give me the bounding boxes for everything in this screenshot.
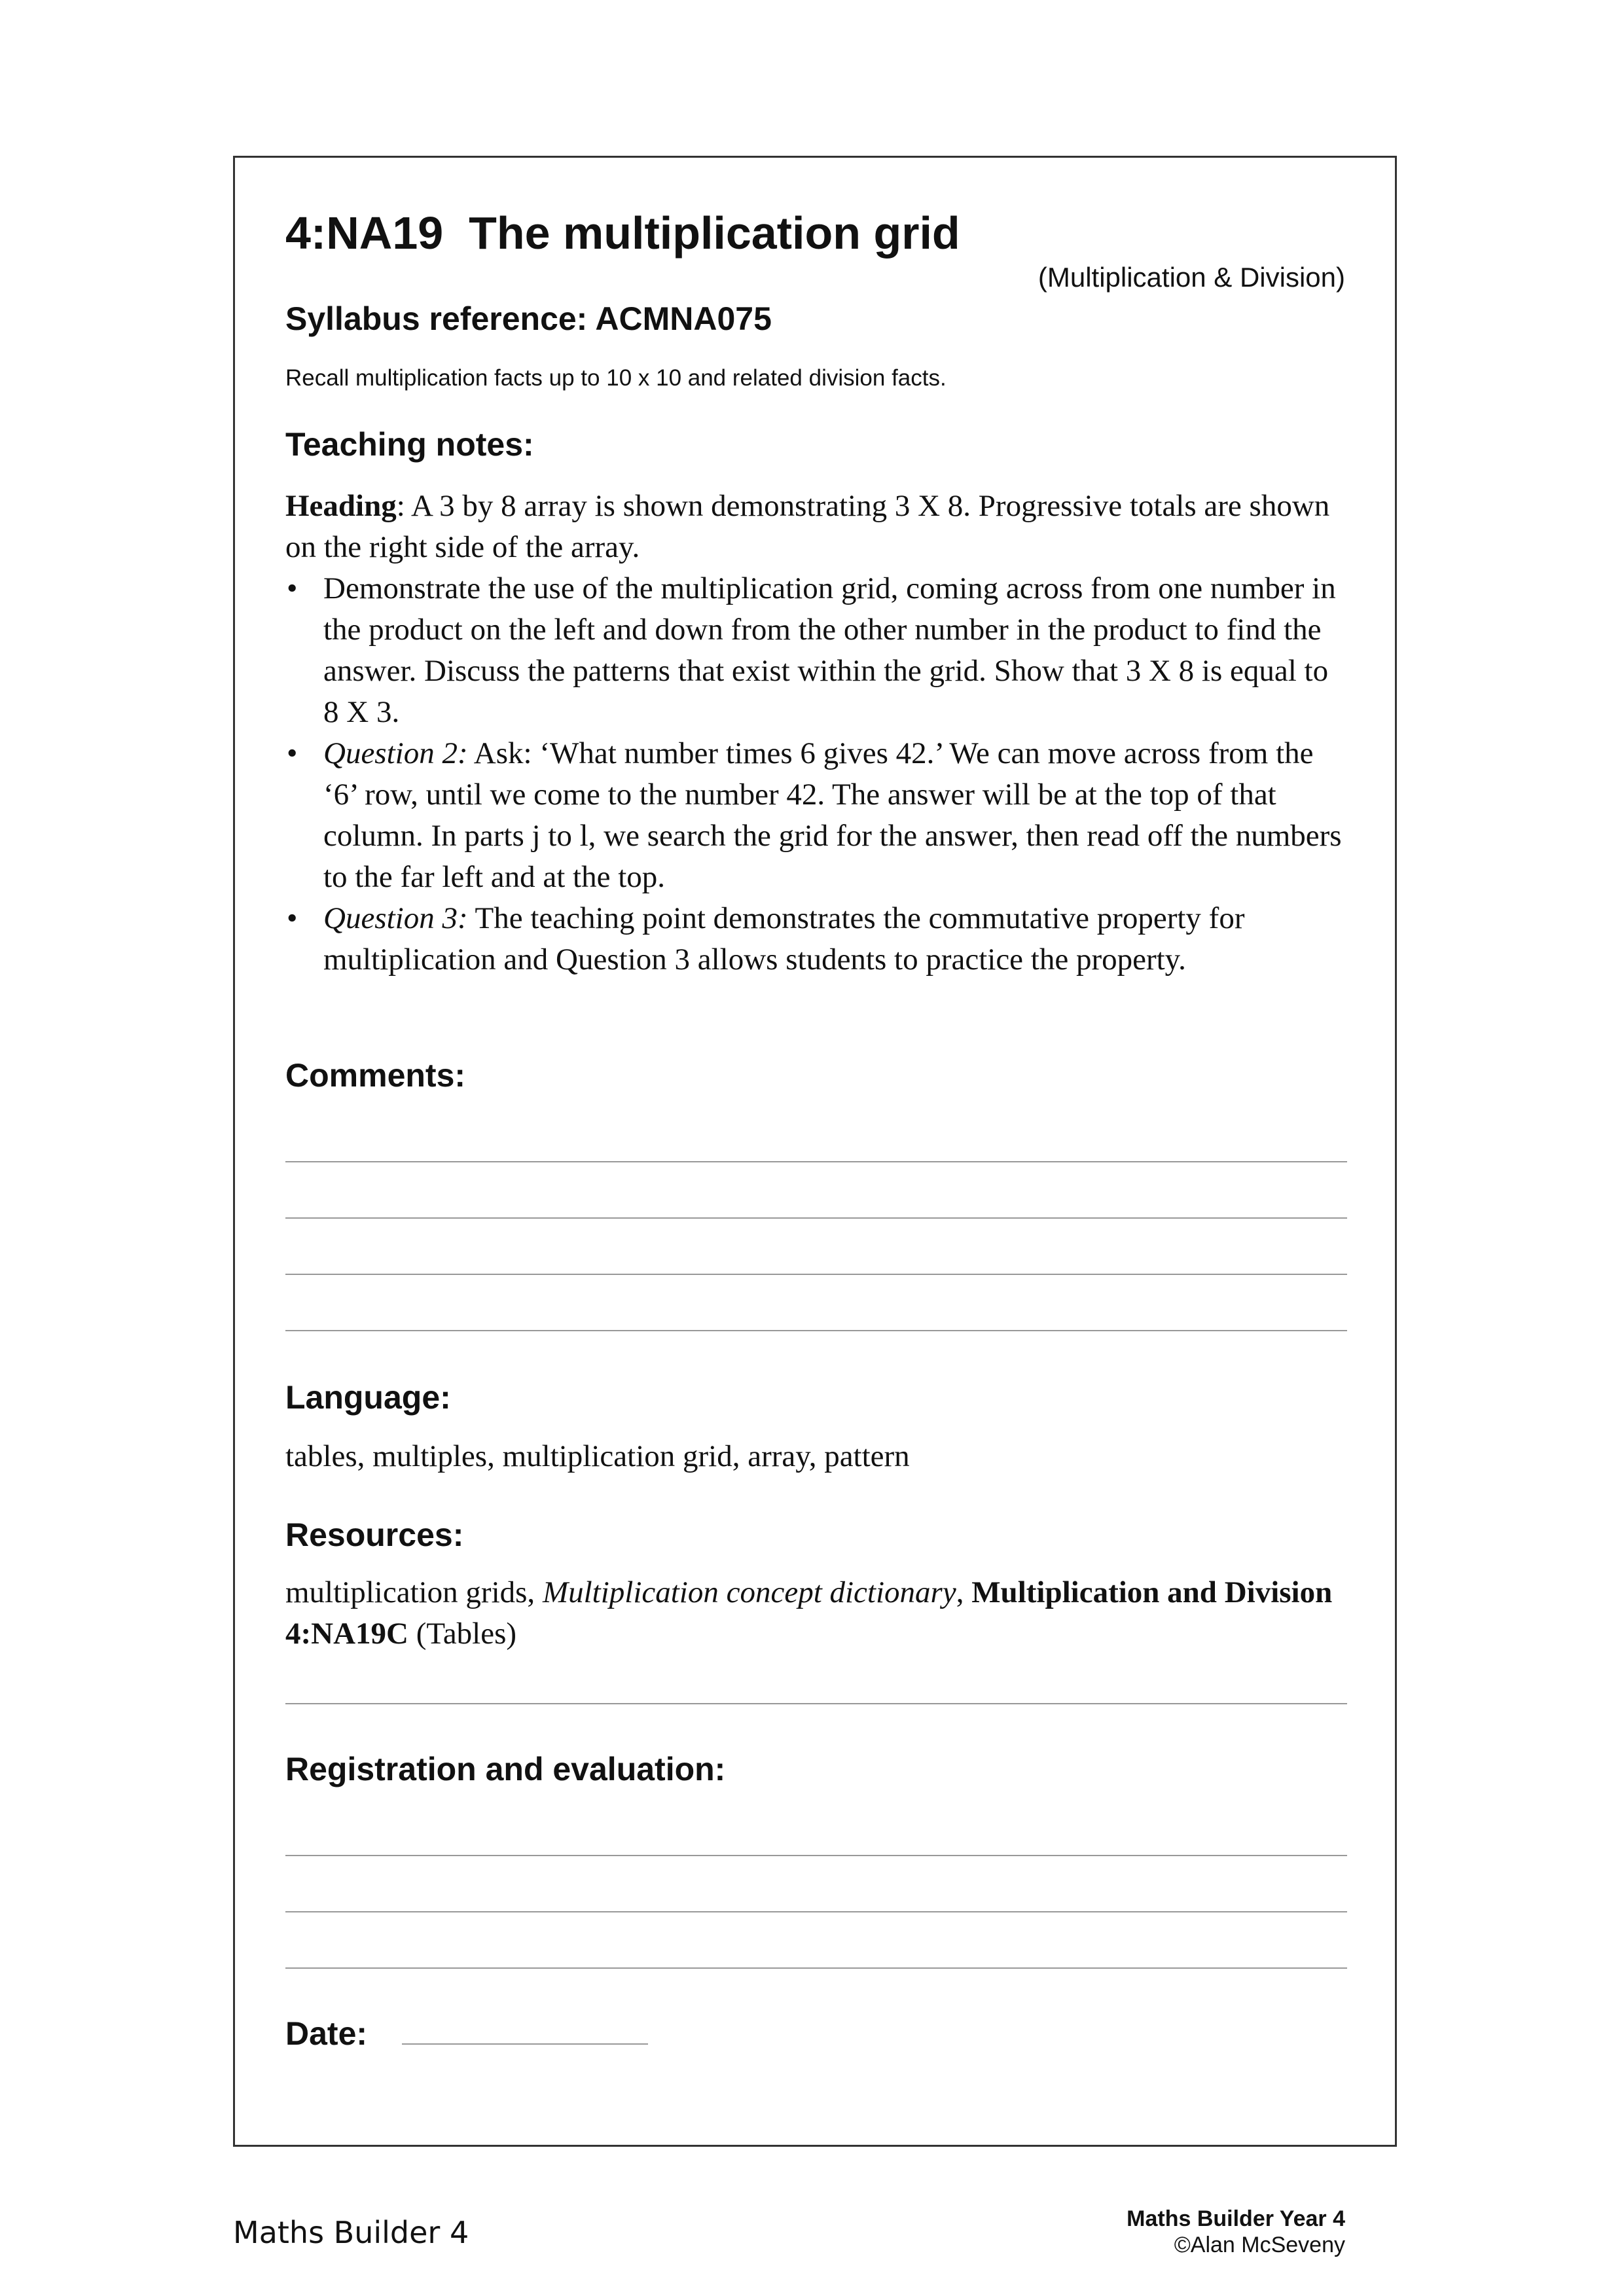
bullet-label: Question 3:	[323, 901, 468, 935]
footer-title: Maths Builder Year 4	[1127, 2206, 1345, 2231]
registration-heading: Registration and evaluation:	[285, 1751, 726, 1787]
bullet-text: The teaching point demonstrates the commutative property for multiplication and Question 3 allows students to practice the property.	[323, 901, 1245, 977]
list-item	[285, 898, 1346, 980]
registration-line	[285, 1855, 1347, 1856]
resources-text-part: multiplication grids,	[285, 1575, 543, 1609]
syllabus-reference: Syllabus reference: ACMNA075	[285, 300, 772, 337]
comment-line	[285, 1217, 1347, 1219]
bullet-icon: •	[287, 736, 298, 770]
resources-text-part: ,	[956, 1575, 972, 1609]
resources-line	[285, 1703, 1347, 1704]
footer-book-name: Maths Builder 4	[233, 2215, 469, 2250]
comment-line	[285, 1330, 1347, 1331]
comments-heading: Comments:	[285, 1057, 466, 1094]
teaching-notes-body	[285, 486, 1346, 980]
date-label: Date:	[285, 2015, 368, 2052]
intro-paragraph	[285, 486, 1346, 568]
teaching-notes-heading: Teaching notes:	[285, 426, 534, 463]
comment-line	[285, 1274, 1347, 1275]
bullet-text: Demonstrate the use of the multiplication grid, coming across from one number in the product on the left and down from the other number in the product to find the answer. Discuss the patterns that exist within the grid. Show that 3 X 8 is equal to 8 X 3.	[323, 571, 1336, 729]
language-heading: Language:	[285, 1379, 451, 1416]
intro-text: : A 3 by 8 array is shown demonstrating 3 X 8. Progressive totals are shown on the right side of the array.	[285, 489, 1330, 564]
footer-credit	[1127, 2206, 1345, 2258]
bullet-text: Ask: ‘What number times 6 gives 42.’ We can move across from the ‘6’ row, until we come to the number 42. The answer will be at the top of that column. In parts j to l, we search the grid for the answer, then read off the numbers to the far left and at the top.	[323, 736, 1342, 894]
comment-line	[285, 1161, 1347, 1162]
resources-text-part: (Tables)	[408, 1617, 517, 1651]
objective-description: Recall multiplication facts up to 10 x 10 and related division facts.	[285, 365, 947, 391]
resources-heading: Resources:	[285, 1516, 464, 1553]
notes-list	[285, 568, 1346, 980]
registration-line	[285, 1911, 1347, 1912]
bullet-label: Question 2:	[323, 736, 468, 770]
intro-label: Heading	[285, 489, 397, 523]
language-text: tables, multiples, multiplication grid, array, pattern	[285, 1439, 910, 1473]
date-line	[402, 2043, 648, 2045]
resources-dictionary: Multiplication concept dictionary	[542, 1575, 956, 1609]
footer-copyright: ©Alan McSeveny	[1174, 2233, 1345, 2257]
bullet-icon: •	[287, 571, 298, 605]
resources-text	[285, 1572, 1346, 1655]
bullet-icon: •	[287, 901, 298, 935]
list-item	[285, 568, 1346, 733]
resources-worksheet: Multiplication and Division 4:NA19C	[285, 1575, 1333, 1651]
list-item	[285, 733, 1346, 898]
subject-label: (Multiplication & Division)	[1038, 262, 1345, 293]
registration-line	[285, 1967, 1347, 1969]
page-title: 4:NA19 The multiplication grid	[285, 207, 960, 259]
